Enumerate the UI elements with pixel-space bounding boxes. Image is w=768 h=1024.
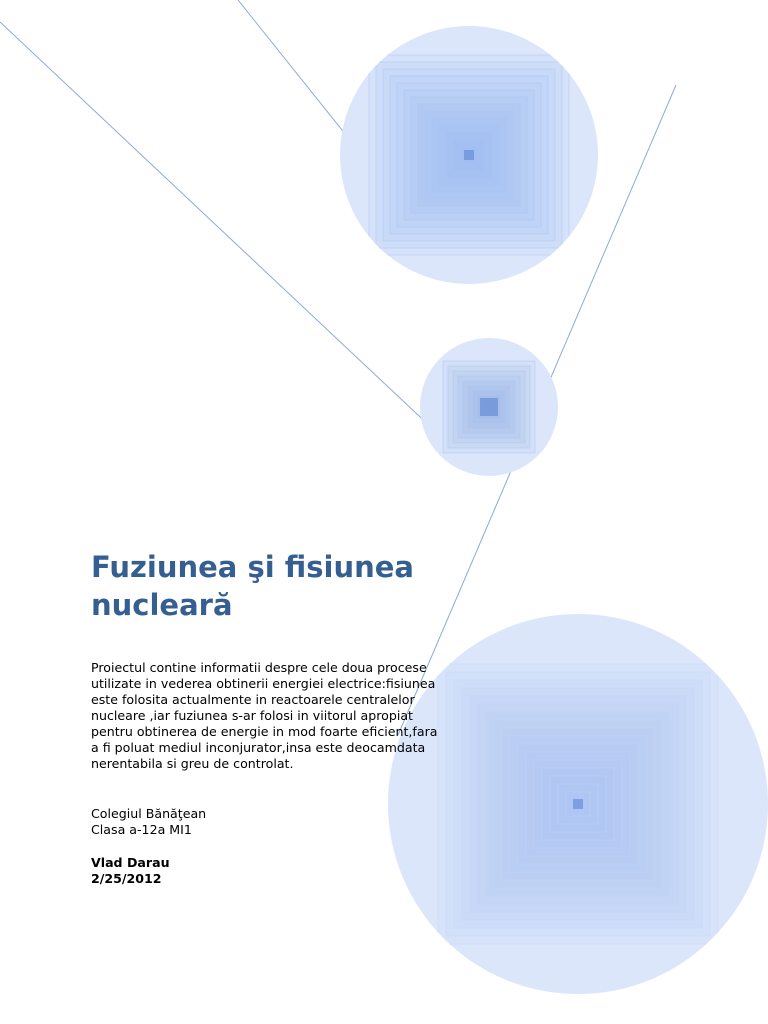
class-name: Clasa a-12a MI1 [91,822,192,837]
school-info [91,806,391,838]
school-name: Colegiul Bănăţean [91,806,207,821]
decor-center-square [464,150,474,160]
document-abstract: Proiectul contine informatii despre cele doua procese utilizate in vederea obtinerii energiei electrice:fisiunea este folosita actualmente in reactoarele centralelor nucleare ,iar fuziunea s-ar folosi in viitorul apropiat pentru obtinerea de energie in mod foarte eficient,fara a fi poluat mediul inconjurator,insa este deocamdata nerentabila si greu de controlat. [91,660,438,771]
decor-circle-middle [420,338,558,476]
decor-circle-top [340,26,598,284]
document-date: 2/25/2012 [91,871,162,886]
document-title: Fuziunea şi fisiunea nucleară [91,550,414,622]
author-info [91,855,391,887]
decor-center-square [480,398,498,416]
decor-center-square [573,799,583,809]
decor-circle-bottom [388,614,768,994]
author-name: Vlad Darau [91,855,170,870]
